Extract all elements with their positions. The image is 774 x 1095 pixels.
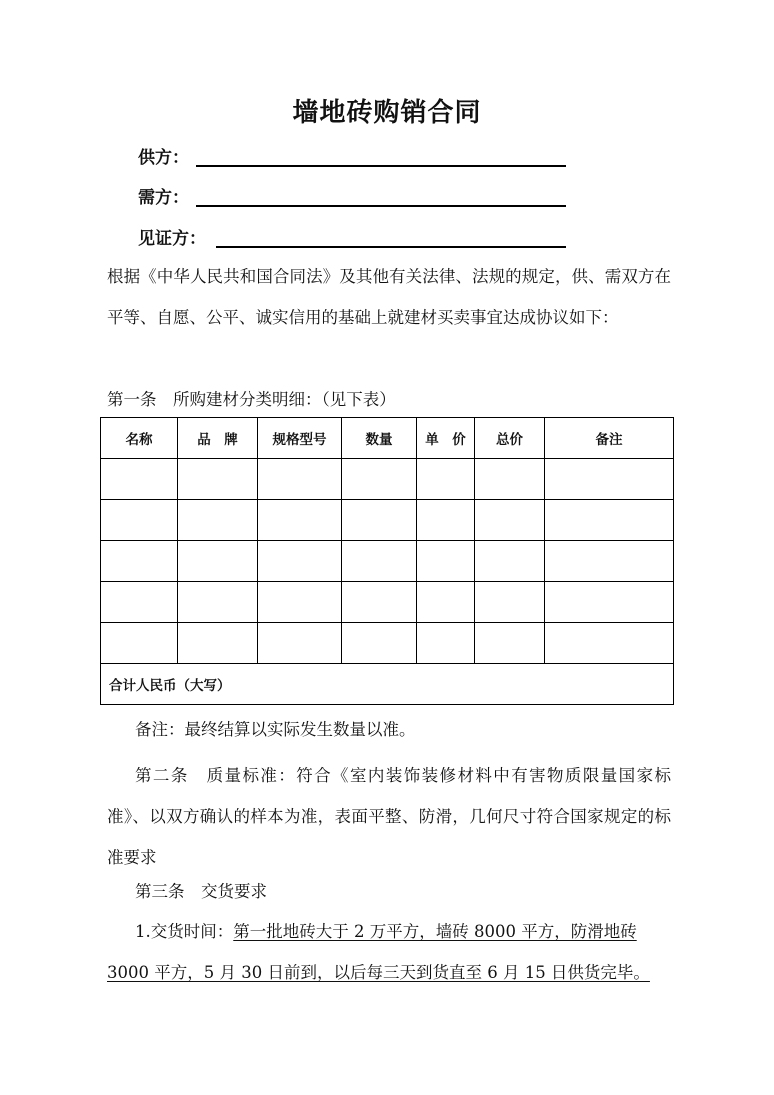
table-row	[101, 541, 674, 582]
delivery-time-text-cont: 3000 平方，5 月 30 日前到，以后每三天到货直至 6 月 15 日供货完毕。	[107, 963, 650, 982]
table-cell[interactable]	[258, 582, 342, 623]
header-unit-price: 单 价	[417, 418, 475, 459]
table-cell[interactable]	[475, 541, 545, 582]
buyer-blank[interactable]	[196, 205, 566, 207]
table-cell[interactable]	[417, 459, 475, 500]
table-cell[interactable]	[342, 541, 417, 582]
table-row	[101, 582, 674, 623]
table-cell[interactable]	[101, 459, 178, 500]
table-cell[interactable]	[178, 582, 258, 623]
table-cell[interactable]	[101, 541, 178, 582]
table-cell[interactable]	[417, 582, 475, 623]
table-cell[interactable]	[417, 541, 475, 582]
buyer-line	[138, 183, 568, 209]
delivery-time-line	[135, 918, 637, 942]
table-row	[101, 459, 674, 500]
items-table	[100, 417, 674, 705]
table-cell[interactable]	[475, 582, 545, 623]
table-row	[101, 623, 674, 664]
table-cell[interactable]	[342, 582, 417, 623]
table-row	[101, 500, 674, 541]
witness-line	[138, 224, 568, 250]
header-spec: 规格型号	[258, 418, 342, 459]
table-cell[interactable]	[178, 500, 258, 541]
delivery-time-label: 1.交货时间：	[135, 922, 234, 941]
table-cell[interactable]	[417, 623, 475, 664]
table-cell[interactable]	[545, 541, 674, 582]
header-remarks: 备注	[545, 418, 674, 459]
supplier-line	[138, 143, 568, 169]
header-name: 名称	[101, 418, 178, 459]
delivery-time-text: 第一批地砖大于 2 万平方，墙砖 8000 平方，防滑地砖	[233, 922, 637, 941]
table-cell[interactable]	[178, 459, 258, 500]
table-cell[interactable]	[475, 500, 545, 541]
table-cell[interactable]	[342, 459, 417, 500]
buyer-label: 需方：	[138, 188, 189, 208]
table-cell[interactable]	[475, 459, 545, 500]
intro-paragraph: 根据《中华人民共和国合同法》及其他有关法律、法规的规定，供、需双方在平等、自愿、公平、诚实信用的基础上就建材买卖事宜达成协议如下：	[107, 267, 671, 327]
article-1: 第一条 所购建材分类明细：（见下表）	[107, 390, 396, 409]
total-amount-label[interactable]: 合计人民币（大写）	[101, 664, 674, 705]
table-cell[interactable]	[545, 582, 674, 623]
supplier-blank[interactable]	[196, 165, 566, 167]
table-cell[interactable]	[545, 500, 674, 541]
table-cell[interactable]	[342, 500, 417, 541]
header-brand: 品 牌	[178, 418, 258, 459]
table-cell[interactable]	[545, 623, 674, 664]
note: 备注：最终结算以实际发生数量以准。	[135, 720, 416, 739]
witness-blank[interactable]	[216, 246, 566, 248]
table-cell[interactable]	[101, 500, 178, 541]
table-cell[interactable]	[475, 623, 545, 664]
header-quantity: 数量	[342, 418, 417, 459]
table-cell[interactable]	[417, 500, 475, 541]
table-cell[interactable]	[178, 541, 258, 582]
article-2: 第二条 质量标准：符合《室内装饰装修材料中有害物质限量国家标准》、以双方确认的样本为准，表面平整、防滑，几何尺寸符合国家规定的标准要求	[107, 766, 671, 867]
table-cell[interactable]	[258, 541, 342, 582]
article-3: 第三条 交货要求	[135, 882, 267, 901]
table-total-row	[101, 664, 674, 705]
table-cell[interactable]	[342, 623, 417, 664]
document-title: 墙地砖购销合同	[292, 98, 482, 128]
table-cell[interactable]	[178, 623, 258, 664]
table-cell[interactable]	[101, 623, 178, 664]
table-cell[interactable]	[101, 582, 178, 623]
header-total-price: 总价	[475, 418, 545, 459]
table-cell[interactable]	[258, 500, 342, 541]
table-cell[interactable]	[258, 459, 342, 500]
witness-label: 见证方：	[138, 229, 206, 249]
table-cell[interactable]	[258, 623, 342, 664]
table-header-row	[101, 418, 674, 459]
supplier-label: 供方：	[138, 148, 189, 168]
table-cell[interactable]	[545, 459, 674, 500]
